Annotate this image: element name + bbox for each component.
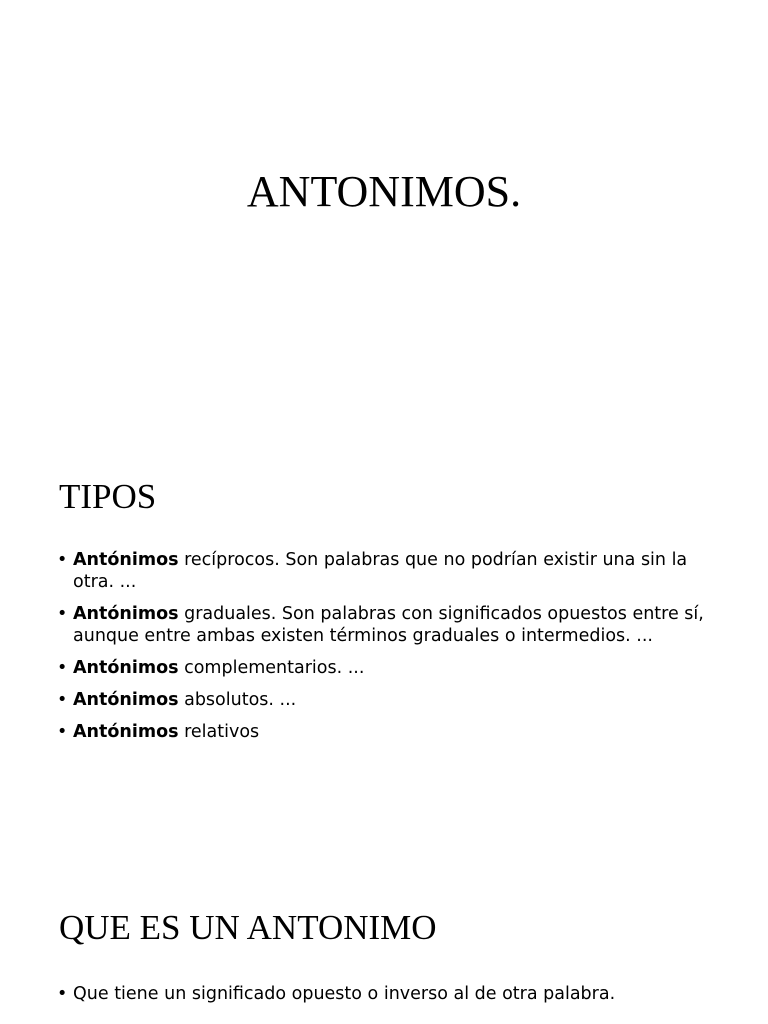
list-item <box>57 549 717 593</box>
bullet-icon: • <box>57 722 68 742</box>
bullet-icon: • <box>57 604 68 624</box>
bullet-icon: • <box>57 658 68 678</box>
bullet-term: Antónimos <box>73 604 179 624</box>
slide-definicion <box>0 864 768 1024</box>
list-item <box>57 689 717 711</box>
bullet-text: recíprocos. Son palabras que no podrían existir una sin la otra. ... <box>73 550 688 592</box>
bullet-icon: • <box>57 984 68 1004</box>
bullet-term: Antónimos <box>73 722 179 742</box>
bullet-list <box>57 549 717 753</box>
slide-title <box>0 0 768 432</box>
bullet-text: complementarios. ... <box>178 658 365 678</box>
bullet-text: absolutos. ... <box>178 690 297 710</box>
bullet-icon: • <box>57 550 68 570</box>
list-item <box>57 983 717 1005</box>
slide-heading: TIPOS <box>59 477 157 516</box>
bullet-text: graduales. Son palabras con significados opuestos entre sí, aunque entre ambas existen términos graduales o intermedios. ... <box>73 604 704 646</box>
bullet-text: relativos <box>178 722 260 742</box>
list-item <box>57 721 717 743</box>
bullet-term: Antónimos <box>73 550 179 570</box>
slide-heading: QUE ES UN ANTONIMO <box>59 908 437 947</box>
bullet-term: Antónimos <box>73 658 179 678</box>
list-item <box>57 603 717 647</box>
bullet-list <box>57 983 717 1015</box>
bullet-icon: • <box>57 690 68 710</box>
list-item <box>57 657 717 679</box>
bullet-text: Que tiene un significado opuesto o inverso al de otra palabra. <box>73 984 616 1004</box>
slide-tipos <box>0 432 768 864</box>
slide-title-text: ANTONIMOS. <box>246 167 522 216</box>
bullet-term: Antónimos <box>73 690 179 710</box>
